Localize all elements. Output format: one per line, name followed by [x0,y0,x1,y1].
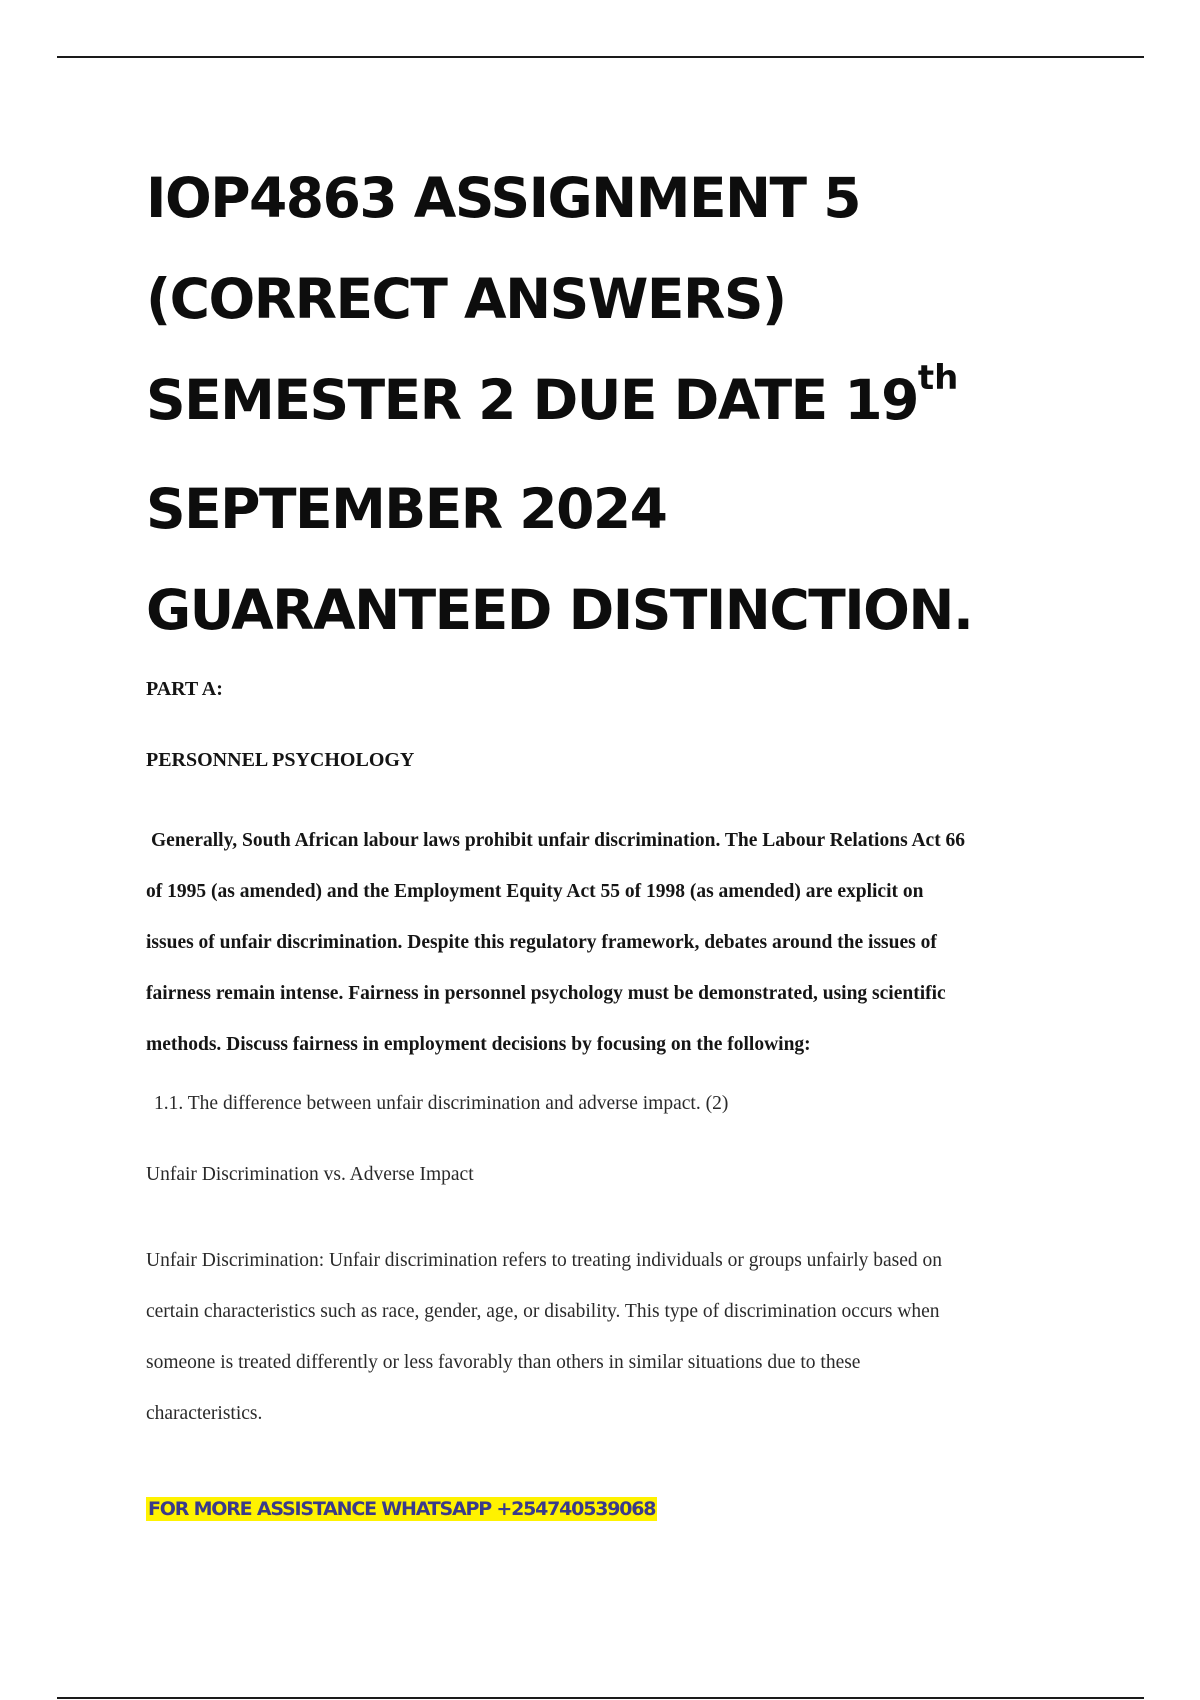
title-line [146,350,1106,459]
title-superscript: th [917,358,959,398]
question-paragraph [146,815,1106,1070]
answer-paragraph [146,1235,1106,1439]
answer-line: someone is treated differently or less favorably than others in similar situations due to these [146,1352,861,1373]
bottom-rule [57,1697,1144,1699]
document-title [146,148,1106,661]
title-line: IOP4863 ASSIGNMENT 5 [146,166,860,230]
top-rule [57,56,1144,58]
title-line: SEPTEMBER 2024 [146,477,667,541]
answer-heading: Unfair Discrimination vs. Adverse Impact [146,1164,474,1185]
answer-line: Unfair Discrimination: Unfair discrimination refers to treating individuals or groups unfairly based on [146,1250,943,1271]
title-line-text: SEMESTER 2 DUE DATE 19 [146,368,918,432]
question-line: methods. Discuss fairness in employment decisions by focusing on the following: [146,1034,811,1055]
answer-line: certain characteristics such as race, gender, age, or disability. This type of discrimination occurs when [146,1301,940,1322]
answer-line: characteristics. [146,1403,263,1424]
question-line: fairness remain intense. Fairness in personnel psychology must be demonstrated, using scientific [146,983,946,1004]
question-line: issues of unfair discrimination. Despite this regulatory framework, debates around the issues of [146,932,937,953]
sub-question: 1.1. The difference between unfair discrimination and adverse impact. (2) [154,1093,729,1114]
title-line: GUARANTEED DISTINCTION. [146,578,973,642]
whatsapp-promo-banner: FOR MORE ASSISTANCE WHATSAPP +254740539068 [148,1498,656,1520]
part-label: PART A: [146,678,223,700]
section-title: PERSONNEL PSYCHOLOGY [146,749,415,771]
title-line: (CORRECT ANSWERS) [146,267,786,331]
question-line: Generally, South African labour laws prohibit unfair discrimination. The Labour Relations Act 66 [151,830,966,851]
question-line: of 1995 (as amended) and the Employment Equity Act 55 of 1998 (as amended) are explicit on [146,881,924,902]
